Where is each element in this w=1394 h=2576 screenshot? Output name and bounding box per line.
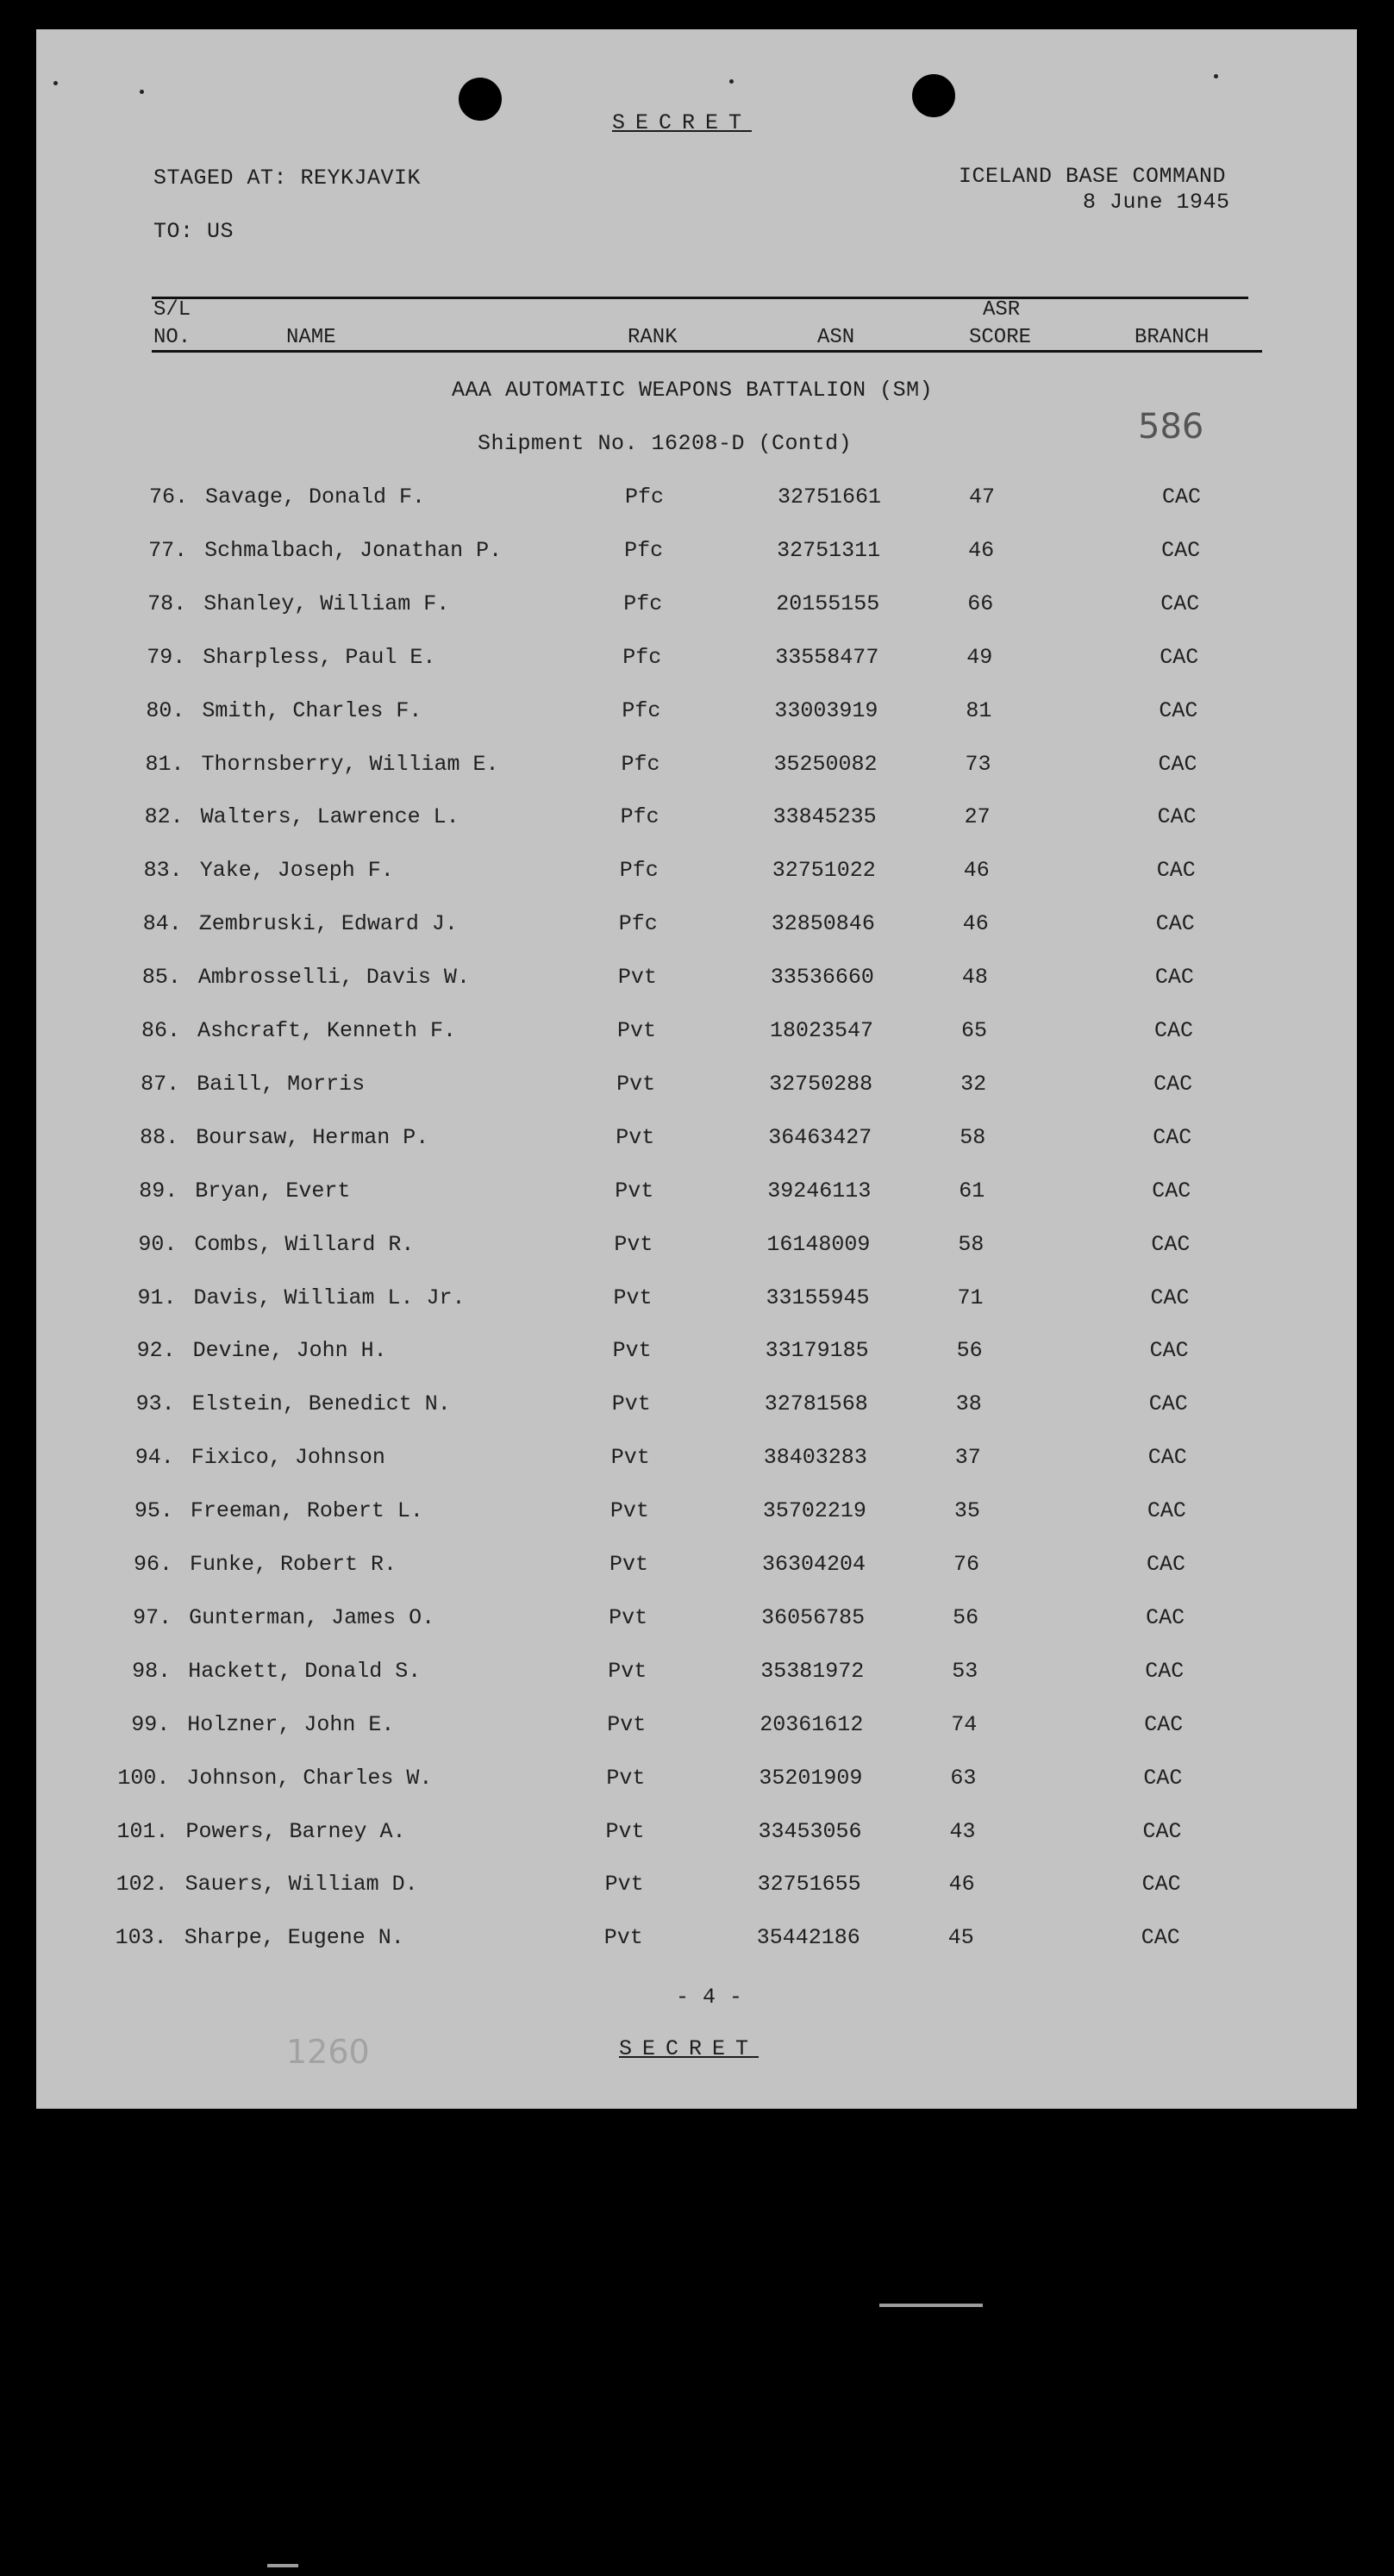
row-branch: CAC xyxy=(1160,644,1199,670)
row-branch: CAC xyxy=(1145,1658,1185,1684)
to-field: TO: US xyxy=(153,219,234,244)
row-name: Ambrosselli, Davis W. xyxy=(197,965,470,991)
row-rank: Pvt xyxy=(609,1498,649,1524)
row-branch: CAC xyxy=(1151,1231,1191,1257)
row-name: Zembruski, Edward J. xyxy=(198,911,458,937)
row-name: Sharpe, Eugene N. xyxy=(184,1925,404,1951)
row-name: Boursaw, Herman P. xyxy=(196,1124,429,1150)
row-name: Holzner, John E. xyxy=(187,1711,395,1737)
row-asn: 32751022 xyxy=(772,858,876,884)
row-number: 100. xyxy=(117,1765,170,1791)
row-number: 99. xyxy=(131,1711,171,1737)
row-name: Sharpless, Paul E. xyxy=(203,644,436,670)
col-rank: RANK xyxy=(628,326,678,349)
row-number: 96. xyxy=(133,1552,172,1577)
row-asn: 33845235 xyxy=(772,804,877,830)
row-rank: Pvt xyxy=(609,1552,649,1577)
row-branch: CAC xyxy=(1159,697,1198,723)
row-score: 47 xyxy=(969,485,996,510)
row-number: 92. xyxy=(136,1338,176,1364)
row-score: 48 xyxy=(961,965,988,991)
row-rank: Pvt xyxy=(606,1765,646,1791)
row-branch: CAC xyxy=(1147,1445,1187,1471)
row-branch: CAC xyxy=(1141,1925,1180,1951)
row-rank: Pvt xyxy=(605,1818,645,1844)
row-score: 66 xyxy=(967,591,994,616)
row-name: Gunterman, James O. xyxy=(189,1604,435,1630)
page-number: - 4 - xyxy=(676,1985,743,2010)
row-number: 103. xyxy=(115,1925,167,1951)
row-score: 63 xyxy=(950,1765,977,1791)
row-rank: Pvt xyxy=(612,1338,652,1364)
row-score: 58 xyxy=(958,1231,985,1257)
row-score: 74 xyxy=(951,1711,978,1737)
row-number: 77. xyxy=(148,537,188,563)
row-asn: 18023547 xyxy=(770,1018,874,1043)
row-asn: 35702219 xyxy=(762,1498,866,1524)
row-branch: CAC xyxy=(1153,1124,1192,1150)
row-branch: CAC xyxy=(1146,1604,1185,1630)
row-name: Davis, William L. Jr. xyxy=(193,1285,466,1310)
row-asn: 36056785 xyxy=(761,1604,866,1630)
row-name: Thornsberry, William E. xyxy=(201,751,499,777)
command-name: ICELAND BASE COMMAND xyxy=(959,164,1227,189)
row-number: 91. xyxy=(137,1285,177,1310)
header-rule-bottom xyxy=(152,350,1262,353)
scrap-mark xyxy=(879,2304,983,2307)
row-asn: 33155945 xyxy=(766,1285,870,1310)
col-asr-bottom: SCORE xyxy=(969,326,1032,349)
row-score: 46 xyxy=(963,858,990,884)
row-asn: 32751311 xyxy=(777,537,881,563)
row-name: Devine, John H. xyxy=(192,1338,387,1364)
row-score: 76 xyxy=(953,1552,980,1577)
row-branch: CAC xyxy=(1161,537,1201,563)
row-number: 76. xyxy=(148,485,188,510)
row-rank: Pvt xyxy=(615,1178,654,1204)
row-name: Smith, Charles F. xyxy=(202,697,422,723)
row-score: 53 xyxy=(952,1658,978,1684)
row-number: 95. xyxy=(134,1498,173,1524)
row-name: Johnson, Charles W. xyxy=(186,1765,433,1791)
row-rank: Pfc xyxy=(618,911,658,937)
table-row xyxy=(36,858,1357,892)
row-rank: Pvt xyxy=(613,1285,653,1310)
table-row xyxy=(36,1445,1357,1479)
col-branch: BRANCH xyxy=(1135,326,1210,349)
row-number: 89. xyxy=(139,1178,178,1204)
row-rank: Pvt xyxy=(617,1018,657,1043)
row-branch: CAC xyxy=(1154,1018,1194,1043)
table-row xyxy=(36,1072,1357,1106)
table-row xyxy=(36,1552,1357,1586)
row-branch: CAC xyxy=(1150,1285,1190,1310)
row-asn: 39246113 xyxy=(767,1178,872,1204)
col-sl-bottom: NO. xyxy=(153,326,191,349)
row-score: 46 xyxy=(948,1872,975,1898)
row-score: 27 xyxy=(964,804,991,830)
row-name: Yake, Joseph F. xyxy=(199,858,394,884)
row-name: Combs, Willard R. xyxy=(194,1231,415,1257)
row-number: 83. xyxy=(143,858,183,884)
row-score: 43 xyxy=(949,1818,976,1844)
row-branch: CAC xyxy=(1152,1178,1191,1204)
row-score: 32 xyxy=(960,1071,987,1097)
table-row xyxy=(36,752,1357,786)
row-rank: Pvt xyxy=(610,1445,650,1471)
row-branch: CAC xyxy=(1147,1552,1186,1577)
table-row xyxy=(36,1125,1357,1160)
row-asn: 32781568 xyxy=(764,1391,868,1417)
row-number: 81. xyxy=(145,751,184,777)
speck xyxy=(1214,74,1218,78)
row-score: 56 xyxy=(953,1604,979,1630)
row-rank: Pvt xyxy=(607,1711,647,1737)
row-number: 94. xyxy=(134,1445,174,1471)
row-score: 56 xyxy=(956,1338,983,1364)
table-row xyxy=(36,1872,1357,1906)
row-asn: 20155155 xyxy=(776,591,880,616)
row-score: 58 xyxy=(960,1124,986,1150)
row-rank: Pvt xyxy=(614,1231,653,1257)
col-asr-top: ASR xyxy=(983,298,1021,322)
row-asn: 33536660 xyxy=(770,965,874,991)
row-rank: Pvt xyxy=(611,1391,651,1417)
punch-hole-left xyxy=(459,78,502,121)
row-number: 97. xyxy=(133,1604,172,1630)
row-asn: 33003919 xyxy=(774,697,878,723)
row-name: Fixico, Johnson xyxy=(191,1445,385,1471)
row-branch: CAC xyxy=(1162,485,1202,510)
table-row xyxy=(36,1498,1357,1533)
row-asn: 38403283 xyxy=(763,1445,867,1471)
document-date: 8 June 1945 xyxy=(1083,190,1230,215)
row-asn: 35201909 xyxy=(759,1765,863,1791)
row-number: 88. xyxy=(140,1124,179,1150)
table-row xyxy=(36,538,1357,572)
row-name: Elstein, Benedict N. xyxy=(191,1391,451,1417)
col-sl-top: S/L xyxy=(153,298,191,322)
row-rank: Pfc xyxy=(623,591,663,616)
row-score: 45 xyxy=(947,1925,974,1951)
table-row xyxy=(36,1018,1357,1053)
row-rank: Pfc xyxy=(619,858,659,884)
row-rank: Pvt xyxy=(616,1124,655,1150)
header-rule-top xyxy=(152,297,1248,299)
table-row xyxy=(36,965,1357,999)
row-asn: 36463427 xyxy=(768,1124,872,1150)
row-score: 38 xyxy=(955,1391,982,1417)
scrap-mark xyxy=(267,2564,298,2567)
row-rank: Pfc xyxy=(625,485,665,510)
row-rank: Pfc xyxy=(622,697,661,723)
row-name: Schmalbach, Jonathan P. xyxy=(204,537,503,563)
table-row xyxy=(36,1232,1357,1266)
row-score: 49 xyxy=(966,644,993,670)
table-row xyxy=(36,1179,1357,1213)
row-number: 85. xyxy=(141,965,181,991)
punch-hole-right xyxy=(912,74,955,117)
row-name: Powers, Barney A. xyxy=(185,1818,406,1844)
row-asn: 20361612 xyxy=(760,1711,864,1737)
row-asn: 32850846 xyxy=(771,911,875,937)
row-rank: Pvt xyxy=(604,1872,644,1898)
col-name: NAME xyxy=(286,326,336,349)
row-number: 86. xyxy=(141,1018,180,1043)
row-number: 82. xyxy=(144,804,184,830)
row-rank: Pvt xyxy=(609,1604,648,1630)
row-score: 71 xyxy=(957,1285,984,1310)
row-asn: 33453056 xyxy=(758,1818,862,1844)
table-row xyxy=(36,1605,1357,1640)
unit-title: AAA AUTOMATIC WEAPONS BATTALION (SM) xyxy=(452,378,934,403)
classification-bottom: SECRET xyxy=(619,2036,760,2061)
row-rank: Pvt xyxy=(616,1071,656,1097)
row-asn: 32751655 xyxy=(757,1872,861,1898)
row-number: 102. xyxy=(116,1872,168,1898)
row-branch: CAC xyxy=(1149,1338,1189,1364)
row-asn: 36304204 xyxy=(762,1552,866,1577)
row-rank: Pvt xyxy=(603,1925,643,1951)
row-rank: Pfc xyxy=(620,804,659,830)
row-branch: CAC xyxy=(1153,1071,1193,1097)
table-row xyxy=(36,1766,1357,1800)
table-row xyxy=(36,1285,1357,1320)
row-name: Shanley, William F. xyxy=(203,591,450,616)
row-score: 81 xyxy=(966,697,992,723)
row-name: Bryan, Evert xyxy=(195,1178,351,1204)
row-branch: CAC xyxy=(1147,1498,1186,1524)
row-asn: 32750288 xyxy=(769,1071,873,1097)
row-branch: CAC xyxy=(1158,751,1197,777)
row-rank: Pvt xyxy=(617,965,657,991)
row-asn: 35442186 xyxy=(756,1925,860,1951)
row-branch: CAC xyxy=(1155,911,1195,937)
row-name: Sauers, William D. xyxy=(184,1872,418,1898)
table-row xyxy=(36,1819,1357,1854)
row-name: Savage, Donald F. xyxy=(205,485,426,510)
row-branch: CAC xyxy=(1154,965,1194,991)
shipment-line: Shipment No. 16208-D (Contd) xyxy=(478,431,853,456)
table-row xyxy=(36,485,1357,519)
table-row xyxy=(36,1391,1357,1426)
row-asn: 33179185 xyxy=(765,1338,869,1364)
row-name: Baill, Morris xyxy=(197,1071,366,1097)
table-row xyxy=(36,591,1357,626)
classification-top: SECRET xyxy=(612,110,753,135)
staged-at: STAGED AT: REYKJAVIK xyxy=(153,166,422,191)
speck xyxy=(140,90,144,94)
row-number: 87. xyxy=(141,1071,180,1097)
row-asn: 35381972 xyxy=(760,1658,865,1684)
row-asn: 16148009 xyxy=(766,1231,871,1257)
table-row xyxy=(36,645,1357,679)
row-score: 46 xyxy=(968,537,995,563)
row-name: Ashcraft, Kenneth F. xyxy=(197,1018,457,1043)
row-name: Freeman, Robert L. xyxy=(190,1498,423,1524)
col-asn: ASN xyxy=(817,326,855,349)
row-rank: Pvt xyxy=(608,1658,647,1684)
table-row xyxy=(36,1338,1357,1372)
row-number: 78. xyxy=(147,591,187,616)
row-asn: 33558477 xyxy=(775,644,879,670)
row-number: 93. xyxy=(135,1391,175,1417)
row-score: 35 xyxy=(953,1498,980,1524)
row-name: Hackett, Donald S. xyxy=(188,1658,422,1684)
row-branch: CAC xyxy=(1148,1391,1188,1417)
row-rank: Pfc xyxy=(622,644,662,670)
speck xyxy=(729,79,734,84)
row-asn: 35250082 xyxy=(773,751,878,777)
row-branch: CAC xyxy=(1144,1711,1184,1737)
row-number: 84. xyxy=(142,911,182,937)
handwritten-number: 586 xyxy=(1138,407,1204,447)
row-branch: CAC xyxy=(1141,1872,1181,1898)
document-page xyxy=(36,29,1357,2109)
row-branch: CAC xyxy=(1143,1765,1183,1791)
row-rank: Pfc xyxy=(624,537,664,563)
table-row xyxy=(36,1925,1357,1960)
row-score: 37 xyxy=(954,1445,981,1471)
row-score: 61 xyxy=(959,1178,985,1204)
row-number: 80. xyxy=(146,697,185,723)
row-branch: CAC xyxy=(1142,1818,1182,1844)
row-name: Funke, Robert R. xyxy=(190,1552,397,1577)
table-row xyxy=(36,911,1357,946)
row-number: 79. xyxy=(147,644,186,670)
row-branch: CAC xyxy=(1156,858,1196,884)
row-branch: CAC xyxy=(1157,804,1197,830)
row-score: 46 xyxy=(962,911,989,937)
row-score: 65 xyxy=(961,1018,988,1043)
row-name: Walters, Lawrence L. xyxy=(200,804,459,830)
row-number: 98. xyxy=(132,1658,172,1684)
faint-stamp: 1260 xyxy=(286,2033,370,2071)
row-number: 90. xyxy=(138,1231,178,1257)
row-number: 101. xyxy=(116,1818,169,1844)
row-asn: 32751661 xyxy=(778,485,882,510)
row-rank: Pfc xyxy=(621,751,660,777)
row-branch: CAC xyxy=(1160,591,1200,616)
table-row xyxy=(36,1712,1357,1747)
table-row xyxy=(36,1659,1357,1693)
speck xyxy=(53,81,58,85)
table-row xyxy=(36,804,1357,839)
table-row xyxy=(36,698,1357,733)
row-score: 73 xyxy=(965,751,991,777)
